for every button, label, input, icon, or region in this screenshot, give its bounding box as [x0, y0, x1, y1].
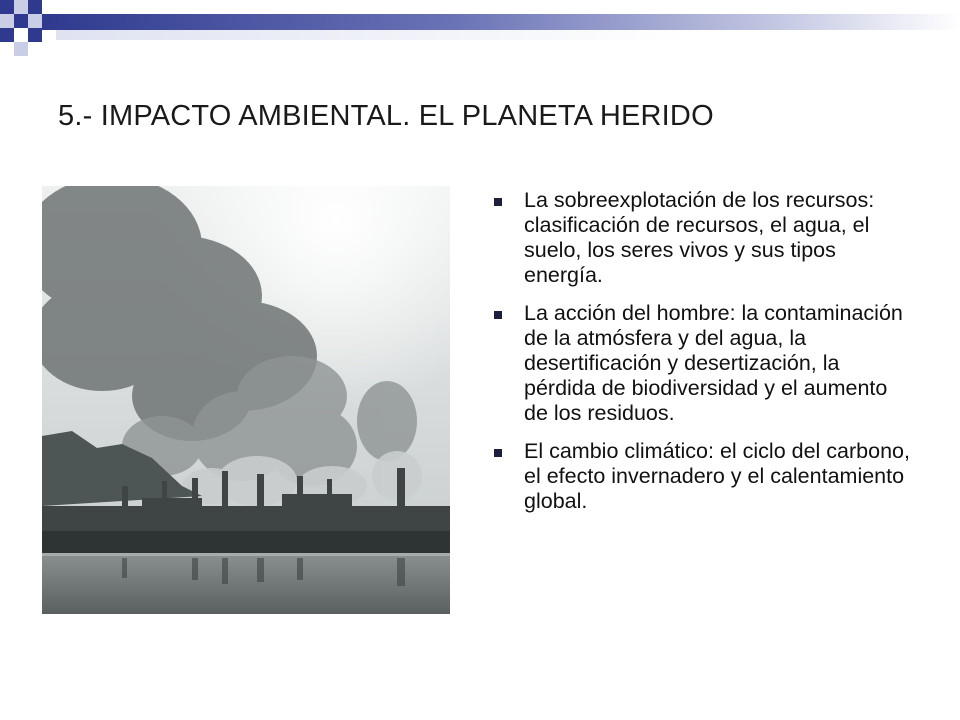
decor-square: [14, 42, 28, 56]
header-gradient-bar-light: [56, 30, 960, 40]
decor-square: [28, 28, 42, 42]
list-item: [492, 188, 912, 288]
pollution-photo: [42, 186, 450, 614]
header-gradient-bar: [42, 14, 960, 30]
decor-square: [0, 28, 14, 42]
bullet-text: El cambio climático: el ciclo del carbono, el efecto invernadero y el calentamiento global.: [524, 439, 910, 513]
bullet-text: La sobreexplotación de los recursos: clasificación de recursos, el agua, el suelo, los seres vivos y sus tipos energía.: [524, 188, 875, 287]
square-bullet-icon: [494, 449, 502, 457]
square-bullet-icon: [494, 198, 502, 206]
decor-square: [0, 0, 14, 14]
list-item: [492, 301, 912, 426]
bullet-text: La acción del hombre: la contaminación de la atmósfera y del agua, la desertificación y desertización, la pérdida de biodiversidad y el aumento de los residuos.: [524, 301, 903, 425]
decor-square: [14, 0, 28, 14]
slide-title: 5.- IMPACTO AMBIENTAL. EL PLANETA HERIDO: [58, 100, 714, 132]
bullet-list: [492, 188, 912, 527]
decor-square: [14, 14, 28, 28]
decor-square: [28, 14, 42, 28]
list-item: [492, 439, 912, 514]
square-bullet-icon: [494, 311, 502, 319]
decor-square: [28, 0, 42, 14]
decor-square: [0, 14, 14, 28]
